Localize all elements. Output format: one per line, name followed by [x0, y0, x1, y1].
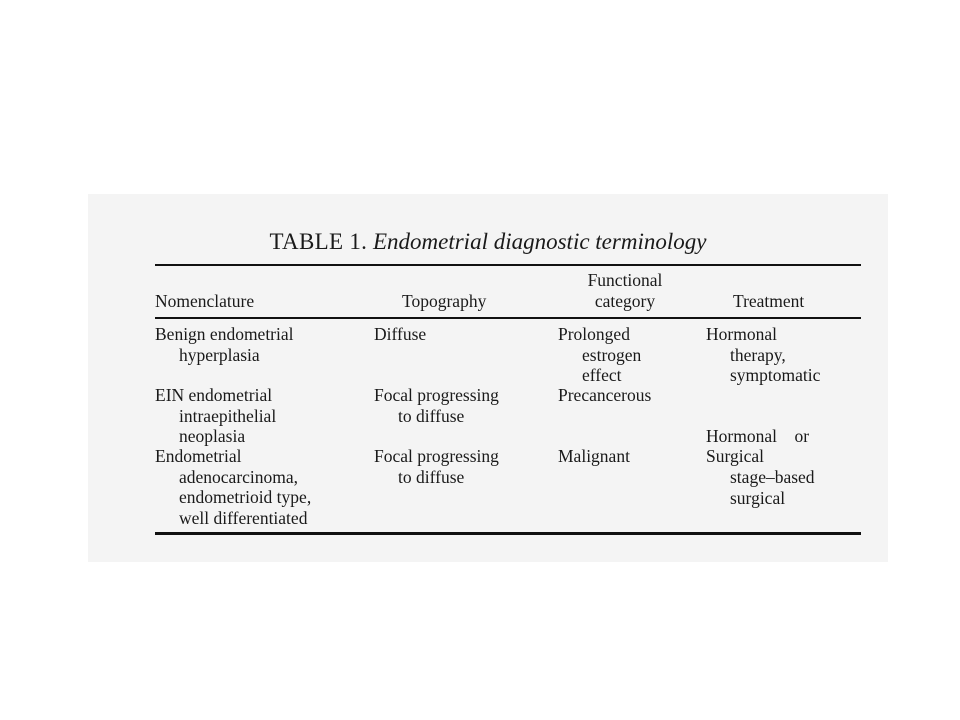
cell-line: intraepithelial	[179, 405, 277, 426]
cell-line: Hormonal	[706, 324, 777, 344]
table-caption-title: Endometrial diagnostic terminology	[372, 229, 707, 254]
cell-line: Precancerous	[558, 385, 652, 405]
table-caption-label: TABLE 1.	[269, 229, 368, 254]
cell-line: Focal progressing	[374, 446, 499, 466]
cell-line: EIN endometrial	[155, 385, 273, 405]
cell-line: Endometrial	[155, 446, 242, 466]
cell-line: Diffuse	[374, 324, 427, 344]
table-row-3-treatment	[706, 446, 815, 487]
header-functional-category	[570, 270, 680, 311]
cell-line: to diffuse	[398, 405, 465, 426]
cell-line: Benign endometrial	[155, 324, 294, 344]
table-figure	[88, 194, 888, 562]
table-row-3-functional	[558, 446, 630, 467]
table-row-2-nomenclature	[155, 385, 276, 447]
cell-line: Prolonged	[558, 324, 630, 344]
cell-line: Hormonal or	[706, 426, 810, 446]
table-caption	[88, 228, 888, 256]
header-nomenclature: Nomenclature	[155, 291, 255, 311]
table-row-3-nomenclature	[155, 446, 311, 528]
cell-line: effect	[582, 365, 622, 385]
table-header-rule	[155, 317, 861, 319]
table-row-2-topography	[374, 385, 499, 426]
cell-line: adenocarcinoma,	[179, 466, 299, 487]
header-treatment: Treatment	[733, 291, 805, 311]
table-row-2-functional	[558, 385, 651, 406]
cell-line: symptomatic	[730, 365, 821, 385]
cell-line: estrogen	[582, 344, 642, 365]
cell-line: Focal progressing	[374, 385, 499, 405]
table-row-1-treatment	[706, 324, 820, 386]
table-row-3-topography	[374, 446, 499, 487]
header-functional-line2: category	[594, 290, 656, 311]
table-row-1-functional	[558, 324, 641, 386]
table-row-1-topography	[374, 324, 426, 345]
cell-line: Surgical	[706, 446, 765, 466]
cell-line: to diffuse	[398, 466, 465, 487]
table-row-1-nomenclature	[155, 324, 294, 365]
cell-line: surgical	[730, 487, 786, 508]
cell-line: endometrioid type,	[179, 487, 312, 507]
cell-line: neoplasia	[179, 426, 246, 446]
cell-line: hyperplasia	[179, 344, 260, 365]
header-functional-line1: Functional	[587, 270, 663, 290]
cell-line: well differentiated	[179, 507, 308, 528]
header-topography: Topography	[402, 291, 487, 311]
cell-line: therapy,	[730, 344, 786, 365]
cell-line: Malignant	[558, 446, 630, 466]
table-bottom-rule	[155, 532, 861, 535]
cell-line: stage–based	[730, 466, 815, 487]
table-top-rule	[155, 264, 861, 266]
